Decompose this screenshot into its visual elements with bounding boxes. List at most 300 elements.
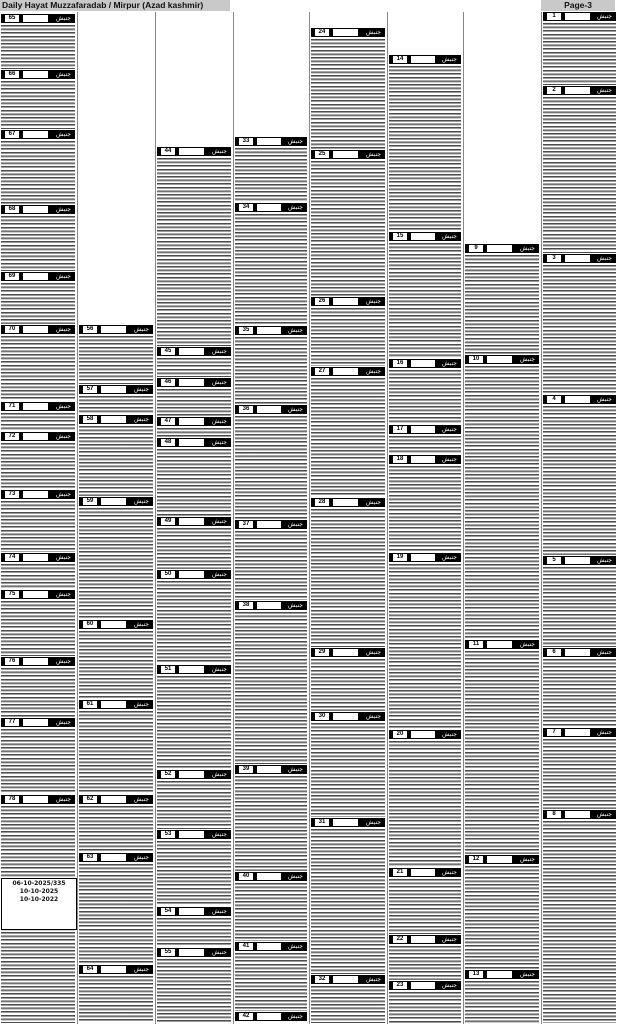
- strip-script-mark: جنبش: [212, 148, 227, 155]
- article-header-strip: [157, 907, 231, 916]
- article-body-text: [311, 161, 385, 296]
- boxed-notice: [1, 878, 77, 930]
- article-header-strip: [157, 948, 231, 957]
- article-number: 2: [546, 86, 562, 95]
- article-number: 24: [314, 28, 330, 37]
- article-number: 64: [82, 965, 98, 974]
- strip-white-box: [333, 29, 358, 36]
- strip-white-box: [333, 649, 358, 656]
- article-block: [1, 718, 75, 794]
- article-number: 66: [4, 70, 20, 79]
- article-header-strip: [235, 765, 307, 774]
- article-body-text: [389, 564, 461, 729]
- article-number: 25: [314, 150, 330, 159]
- article-header-strip: [311, 297, 385, 306]
- article-number: 65: [4, 14, 20, 23]
- strip-white-box: [23, 491, 48, 498]
- article-number: 57: [82, 385, 98, 394]
- article-body-text: [157, 676, 231, 769]
- article-body-text: [311, 308, 385, 366]
- article-block: [1, 325, 75, 401]
- article-number: 26: [314, 297, 330, 306]
- article-body-text: [311, 39, 385, 149]
- article-header-strip: [311, 818, 385, 827]
- strip-white-box: [257, 138, 281, 145]
- strip-script-mark: جنبش: [56, 719, 71, 726]
- strip-white-box: [179, 148, 204, 155]
- strip-script-mark: جنبش: [56, 15, 71, 22]
- article-header-strip: [389, 359, 461, 368]
- article-number: 32: [314, 975, 330, 984]
- strip-white-box: [257, 204, 281, 211]
- article-block: [389, 730, 461, 867]
- article-body-text: [79, 631, 153, 699]
- article-block: [1, 272, 75, 324]
- article-body-text: [1, 443, 75, 489]
- article-block: [79, 965, 153, 1023]
- article-block: [311, 297, 385, 366]
- article-number: 54: [160, 907, 176, 916]
- article-number: 19: [392, 553, 408, 562]
- article-number: 21: [392, 868, 408, 877]
- strip-script-mark: جنبش: [597, 87, 612, 94]
- article-block: [465, 244, 539, 354]
- article-number: 53: [160, 830, 176, 839]
- article-body-text: [1, 25, 75, 69]
- strip-white-box: [257, 521, 281, 528]
- article-header-strip: [389, 455, 461, 464]
- article-body-text: [235, 148, 307, 202]
- article-body-text: [157, 449, 231, 516]
- article-block: [235, 520, 307, 600]
- notice-line: 10-10-2022: [19, 896, 59, 903]
- article-number: 27: [314, 367, 330, 376]
- article-header-strip: [311, 648, 385, 657]
- article-body-text: [79, 976, 153, 1023]
- strip-script-mark: جنبش: [212, 666, 227, 673]
- strip-white-box: [411, 456, 435, 463]
- article-header-strip: [543, 648, 616, 657]
- article-number: 4: [546, 395, 562, 404]
- strip-script-mark: جنبش: [134, 326, 149, 333]
- article-header-strip: [157, 517, 231, 526]
- article-block: [79, 325, 153, 384]
- article-header-strip: [1, 553, 75, 562]
- article-number: 1: [546, 12, 562, 21]
- article-number: 46: [160, 378, 176, 387]
- strip-white-box: [101, 701, 126, 708]
- article-body-text: [543, 821, 616, 1023]
- article-block: [543, 12, 616, 85]
- article-body-text: [1, 729, 75, 794]
- article-header-strip: [235, 520, 307, 529]
- article-header-strip: [157, 438, 231, 447]
- strip-white-box: [179, 771, 204, 778]
- strip-script-mark: جنبش: [288, 943, 303, 950]
- article-number: 69: [4, 272, 20, 281]
- article-body-text: [543, 23, 616, 85]
- strip-script-mark: جنبش: [134, 701, 149, 708]
- article-number: 29: [314, 648, 330, 657]
- strip-white-box: [257, 602, 281, 609]
- article-block: [235, 137, 307, 202]
- article-number: 68: [4, 205, 20, 214]
- article-block: [311, 498, 385, 647]
- article-block: [311, 150, 385, 296]
- strip-script-mark: جنبش: [366, 151, 381, 158]
- strip-white-box: [565, 87, 590, 94]
- article-body-text: [79, 806, 153, 852]
- strip-script-mark: جنبش: [366, 499, 381, 506]
- article-body-text: [543, 406, 616, 555]
- strip-white-box: [101, 621, 126, 628]
- article-block: [465, 855, 539, 969]
- article-number: 31: [314, 818, 330, 827]
- article-number: 61: [82, 700, 98, 709]
- column-rule: [233, 12, 234, 1024]
- strip-script-mark: جنبش: [212, 418, 227, 425]
- article-body-text: [465, 366, 539, 639]
- article-number: 49: [160, 517, 176, 526]
- strip-script-mark: جنبش: [597, 649, 612, 656]
- strip-white-box: [411, 554, 435, 561]
- strip-script-mark: جنبش: [56, 326, 71, 333]
- strip-white-box: [333, 368, 358, 375]
- strip-script-mark: جنبش: [442, 233, 457, 240]
- article-header-strip: [389, 981, 461, 990]
- strip-white-box: [257, 766, 281, 773]
- article-block: [389, 359, 461, 424]
- strip-script-mark: جنبش: [134, 498, 149, 505]
- article-header-strip: [1, 14, 75, 23]
- article-block: [157, 147, 231, 346]
- article-header-strip: [235, 872, 307, 881]
- article-header-strip: [1, 657, 75, 666]
- article-number: 39: [238, 765, 254, 774]
- strip-white-box: [487, 971, 512, 978]
- masthead-title: Daily Hayat Muzzafaradab / Mirpur (Azad kashmir): [0, 0, 230, 11]
- column-8: [542, 12, 617, 1024]
- strip-white-box: [179, 418, 204, 425]
- strip-script-mark: جنبش: [288, 1013, 303, 1020]
- strip-script-mark: جنبش: [212, 949, 227, 956]
- strip-script-mark: جنبش: [56, 591, 71, 598]
- strip-white-box: [565, 729, 590, 736]
- article-block: [1, 130, 75, 204]
- article-block: [389, 55, 461, 231]
- strip-script-mark: جنبش: [520, 245, 535, 252]
- article-header-strip: [465, 855, 539, 864]
- article-body-text: [235, 531, 307, 600]
- article-header-strip: [311, 367, 385, 376]
- article-header-strip: [79, 385, 153, 394]
- strip-script-mark: جنبش: [288, 521, 303, 528]
- article-number: 50: [160, 570, 176, 579]
- article-header-strip: [1, 402, 75, 411]
- strip-white-box: [411, 731, 435, 738]
- strip-white-box: [23, 206, 48, 213]
- strip-script-mark: جنبش: [366, 29, 381, 36]
- strip-white-box: [23, 719, 48, 726]
- article-block: [1, 402, 75, 431]
- strip-white-box: [23, 273, 48, 280]
- article-header-strip: [79, 700, 153, 709]
- article-header-strip: [79, 415, 153, 424]
- strip-script-mark: جنبش: [288, 766, 303, 773]
- strip-white-box: [411, 426, 435, 433]
- article-header-strip: [1, 718, 75, 727]
- strip-white-box: [411, 233, 435, 240]
- article-number: 67: [4, 130, 20, 139]
- article-header-strip: [543, 254, 616, 263]
- article-number: 59: [82, 497, 98, 506]
- article-body-text: [465, 866, 539, 969]
- article-number: 33: [238, 137, 254, 146]
- article-block: [311, 818, 385, 974]
- article-body-text: [235, 337, 307, 404]
- article-body-text: [157, 158, 231, 346]
- article-block: [157, 665, 231, 769]
- article-block: [235, 1012, 307, 1023]
- article-header-strip: [235, 405, 307, 414]
- strip-white-box: [23, 131, 48, 138]
- article-block: [79, 853, 153, 964]
- article-number: 76: [4, 657, 20, 666]
- article-body-text: [157, 528, 231, 569]
- article-header-strip: [79, 497, 153, 506]
- notice-line: 10-10-2025: [19, 888, 59, 895]
- article-number: 10: [468, 355, 484, 364]
- article-number: 75: [4, 590, 20, 599]
- article-body-text: [157, 389, 231, 416]
- strip-script-mark: جنبش: [366, 368, 381, 375]
- article-header-strip: [543, 86, 616, 95]
- strip-white-box: [333, 499, 358, 506]
- article-header-strip: [235, 137, 307, 146]
- article-header-strip: [543, 395, 616, 404]
- header-bar: [0, 0, 617, 12]
- article-block: [235, 872, 307, 941]
- strip-white-box: [179, 518, 204, 525]
- article-number: 16: [392, 359, 408, 368]
- article-header-strip: [235, 1012, 307, 1021]
- article-block: [1, 205, 75, 271]
- article-body-text: [389, 992, 461, 1023]
- article-number: 37: [238, 520, 254, 529]
- article-body-text: [79, 396, 153, 414]
- article-body-text: [1, 216, 75, 271]
- article-body-text: [311, 659, 385, 711]
- strip-white-box: [333, 976, 358, 983]
- article-block: [311, 712, 385, 817]
- strip-white-box: [257, 943, 281, 950]
- strip-white-box: [565, 649, 590, 656]
- article-header-strip: [465, 640, 539, 649]
- article-header-strip: [79, 620, 153, 629]
- article-block: [1, 590, 75, 656]
- strip-script-mark: جنبش: [288, 204, 303, 211]
- article-body-text: [389, 243, 461, 358]
- strip-script-mark: جنبش: [134, 966, 149, 973]
- article-body-text: [465, 981, 539, 1023]
- article-block: [389, 232, 461, 358]
- strip-script-mark: جنبش: [442, 456, 457, 463]
- strip-script-mark: جنبش: [134, 416, 149, 423]
- strip-white-box: [257, 406, 281, 413]
- article-header-strip: [389, 868, 461, 877]
- strip-white-box: [565, 13, 590, 20]
- strip-script-mark: جنبش: [134, 854, 149, 861]
- article-body-text: [157, 428, 231, 437]
- article-block: [157, 417, 231, 437]
- strip-white-box: [411, 936, 435, 943]
- article-number: 42: [238, 1012, 254, 1021]
- article-number: 38: [238, 601, 254, 610]
- article-block: [1, 553, 75, 589]
- article-body-text: [389, 466, 461, 552]
- article-header-strip: [389, 55, 461, 64]
- article-header-strip: [311, 150, 385, 159]
- strip-script-mark: جنبش: [597, 811, 612, 818]
- strip-white-box: [257, 327, 281, 334]
- strip-white-box: [333, 151, 358, 158]
- column-rule: [541, 12, 542, 1024]
- article-block: [311, 28, 385, 149]
- article-block: [157, 347, 231, 377]
- strip-script-mark: جنبش: [442, 554, 457, 561]
- article-header-strip: [465, 355, 539, 364]
- strip-white-box: [565, 811, 590, 818]
- article-header-strip: [1, 590, 75, 599]
- article-block: [465, 355, 539, 639]
- article-header-strip: [157, 347, 231, 356]
- article-number: 34: [238, 203, 254, 212]
- article-header-strip: [543, 12, 616, 21]
- article-number: 35: [238, 326, 254, 335]
- article-block: [1, 657, 75, 717]
- strip-white-box: [411, 56, 435, 63]
- article-block: [389, 425, 461, 454]
- strip-script-mark: جنبش: [56, 71, 71, 78]
- article-body-text: [1, 336, 75, 401]
- strip-white-box: [333, 713, 358, 720]
- article-body-text: [311, 723, 385, 817]
- article-header-strip: [235, 203, 307, 212]
- article-number: 23: [392, 981, 408, 990]
- article-block: [311, 648, 385, 711]
- strip-white-box: [101, 966, 126, 973]
- strip-script-mark: جنبش: [520, 971, 535, 978]
- article-number: 77: [4, 718, 20, 727]
- article-block: [235, 405, 307, 519]
- article-body-text: [79, 711, 153, 794]
- article-block: [543, 648, 616, 727]
- article-body-text: [389, 436, 461, 454]
- strip-script-mark: جنبش: [212, 831, 227, 838]
- strip-white-box: [179, 439, 204, 446]
- article-body-text: [235, 776, 307, 871]
- article-block: [543, 395, 616, 555]
- strip-script-mark: جنبش: [288, 327, 303, 334]
- article-number: 73: [4, 490, 20, 499]
- article-body-text: [543, 567, 616, 647]
- article-body-text: [1, 601, 75, 656]
- strip-white-box: [333, 819, 358, 826]
- strip-white-box: [487, 856, 512, 863]
- article-block: [1, 432, 75, 489]
- strip-script-mark: جنبش: [212, 771, 227, 778]
- article-header-strip: [311, 28, 385, 37]
- strip-script-mark: جنبش: [56, 206, 71, 213]
- article-block: [389, 553, 461, 729]
- article-block: [79, 795, 153, 852]
- article-header-strip: [389, 730, 461, 739]
- article-header-strip: [543, 810, 616, 819]
- article-number: 15: [392, 232, 408, 241]
- article-body-text: [1, 413, 75, 431]
- article-number: 56: [82, 325, 98, 334]
- article-header-strip: [79, 965, 153, 974]
- strip-script-mark: جنبش: [212, 518, 227, 525]
- strip-script-mark: جنبش: [366, 649, 381, 656]
- notice-line: 06-10-2025/335: [12, 880, 66, 887]
- strip-white-box: [23, 433, 48, 440]
- strip-white-box: [179, 571, 204, 578]
- article-body-text: [157, 959, 231, 1023]
- article-block: [389, 981, 461, 1023]
- strip-script-mark: جنبش: [56, 433, 71, 440]
- article-header-strip: [465, 970, 539, 979]
- column-6: [388, 12, 462, 1024]
- strip-white-box: [101, 416, 126, 423]
- article-number: 17: [392, 425, 408, 434]
- article-block: [1, 490, 75, 552]
- article-number: 11: [468, 640, 484, 649]
- article-block: [543, 810, 616, 1023]
- strip-script-mark: جنبش: [134, 386, 149, 393]
- article-body-text: [1, 668, 75, 717]
- strip-script-mark: جنبش: [442, 936, 457, 943]
- article-number: 20: [392, 730, 408, 739]
- strip-script-mark: جنبش: [212, 439, 227, 446]
- article-header-strip: [1, 205, 75, 214]
- article-header-strip: [157, 770, 231, 779]
- article-number: 12: [468, 855, 484, 864]
- article-body-text: [157, 918, 231, 947]
- article-body-text: [389, 879, 461, 934]
- column-rule: [155, 12, 156, 1024]
- strip-script-mark: جنبش: [520, 356, 535, 363]
- article-header-strip: [1, 432, 75, 441]
- article-header-strip: [311, 712, 385, 721]
- column-2: [78, 12, 154, 1024]
- article-number: 8: [546, 810, 562, 819]
- strip-white-box: [257, 873, 281, 880]
- article-number: 55: [160, 948, 176, 957]
- column-7: [464, 12, 540, 1024]
- article-block: [543, 254, 616, 394]
- article-number: 22: [392, 935, 408, 944]
- article-block: [389, 455, 461, 552]
- article-block: [465, 640, 539, 854]
- article-number: 52: [160, 770, 176, 779]
- article-number: 28: [314, 498, 330, 507]
- article-number: 3: [546, 254, 562, 263]
- article-body-text: [157, 358, 231, 377]
- article-body-text: [235, 612, 307, 764]
- article-header-strip: [1, 70, 75, 79]
- article-block: [157, 378, 231, 416]
